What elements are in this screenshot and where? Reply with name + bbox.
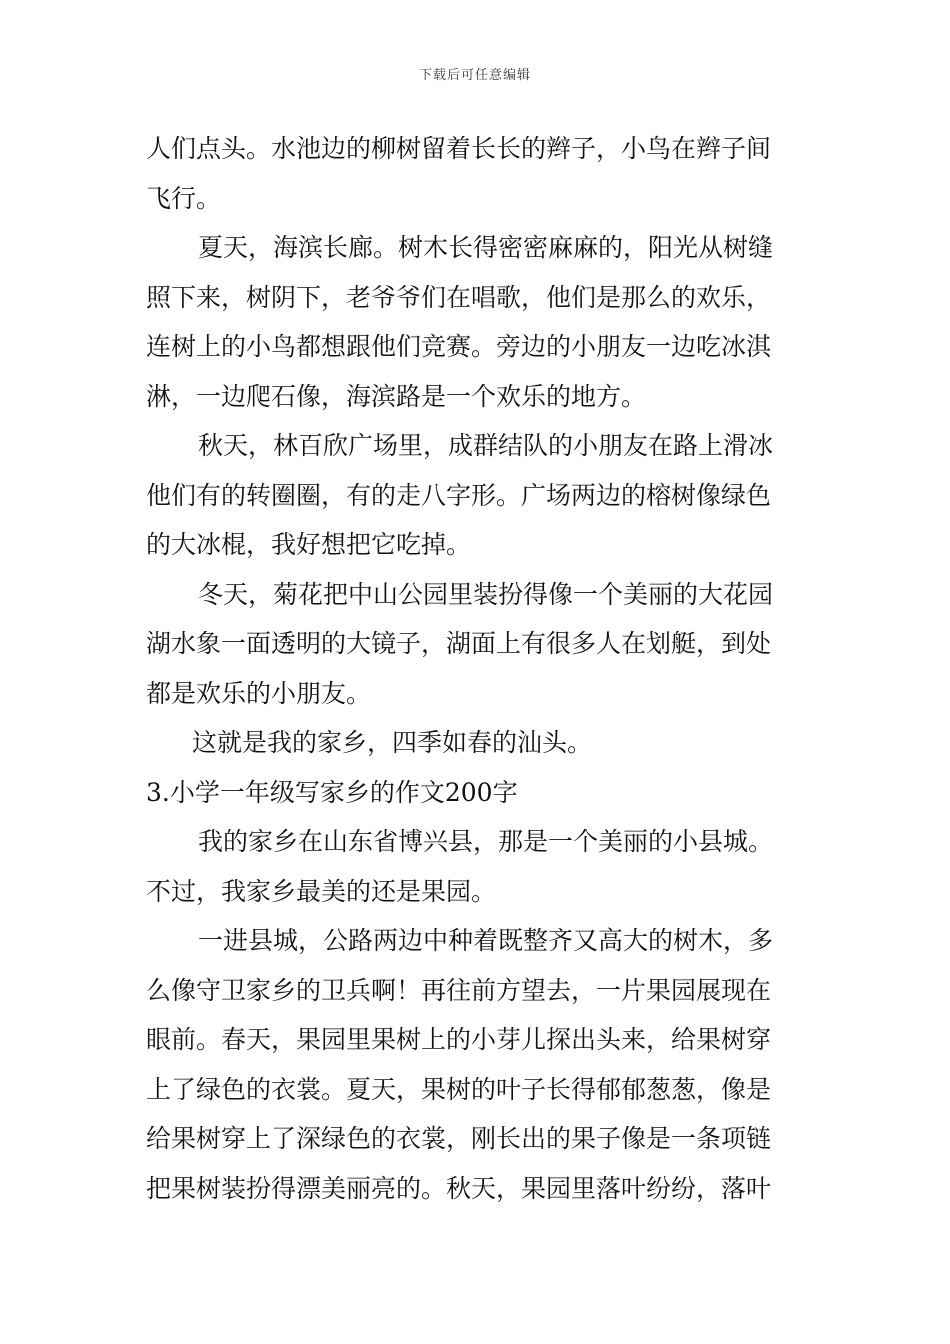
text-line: 给果树穿上了深绿色的衣裳，刚长出的果子像是一条项链 — [146, 1124, 772, 1153]
text-line: 湖水象一面透明的大镜子，湖面上有很多人在划艇，到处 — [146, 629, 772, 658]
text-line: 么像守卫家乡的卫兵啊！再往前方望去，一片果园展现在 — [146, 975, 772, 1005]
paragraph-summer: 夏天，海滨长廊。树木长得密密麻麻的，阳光从树缝 — [198, 233, 774, 262]
text-line: 他们有的转圈圈，有的走八字形。广场两边的榕树像绿色 — [146, 480, 772, 510]
section-heading: 3.小学一年级写家乡的作文200字 — [146, 777, 518, 807]
text-line: 上了绿色的衣裳。夏天，果树的叶子长得郁郁葱葱，像是 — [146, 1074, 772, 1104]
text-line: 连树上的小鸟都想跟他们竞赛。旁边的小朋友一边吃冰淇 — [146, 332, 772, 361]
paragraph-intro: 我的家乡在山东省博兴县，那是一个美丽的小县城。 — [198, 827, 774, 856]
text-line: 眼前。春天，果园里果树上的小芽儿探出头来，给果树穿 — [146, 1025, 772, 1054]
text-line: 把果树装扮得漂美丽亮的。秋天，果园里落叶纷纷，落叶 — [146, 1173, 772, 1203]
paragraph-winter: 冬天，菊花把中山公园里装扮得像一个美丽的大花园 — [198, 579, 774, 609]
text-line: 的大冰棍，我好想把它吃掉。 — [146, 530, 472, 559]
text-line: 飞行。 — [146, 183, 222, 213]
page-header-note: 下载后可任意编辑 — [418, 68, 531, 83]
paragraph-autumn: 秋天，林百欣广场里，成群结队的小朋友在路上滑冰 — [198, 431, 774, 460]
paragraph-conclusion: 这就是我的家乡，四季如春的汕头。 — [192, 728, 593, 757]
text-line: 淋，一边爬石像，海滨路是一个欢乐的地方。 — [146, 381, 647, 411]
text-line: 都是欢乐的小朋友。 — [146, 678, 372, 708]
text-line: 人们点头。水池边的柳树留着长长的辫子，小鸟在辫子间 — [146, 134, 772, 163]
text-line: 照下来，树阴下，老爷爷们在唱歌，他们是那么的欢乐， — [146, 282, 772, 312]
document-body — [146, 124, 810, 1213]
text-line: 不过，我家乡最美的还是果园。 — [146, 876, 497, 906]
paragraph-orchard: 一进县城，公路两边中种着既整齐又高大的树木，多 — [198, 926, 774, 955]
